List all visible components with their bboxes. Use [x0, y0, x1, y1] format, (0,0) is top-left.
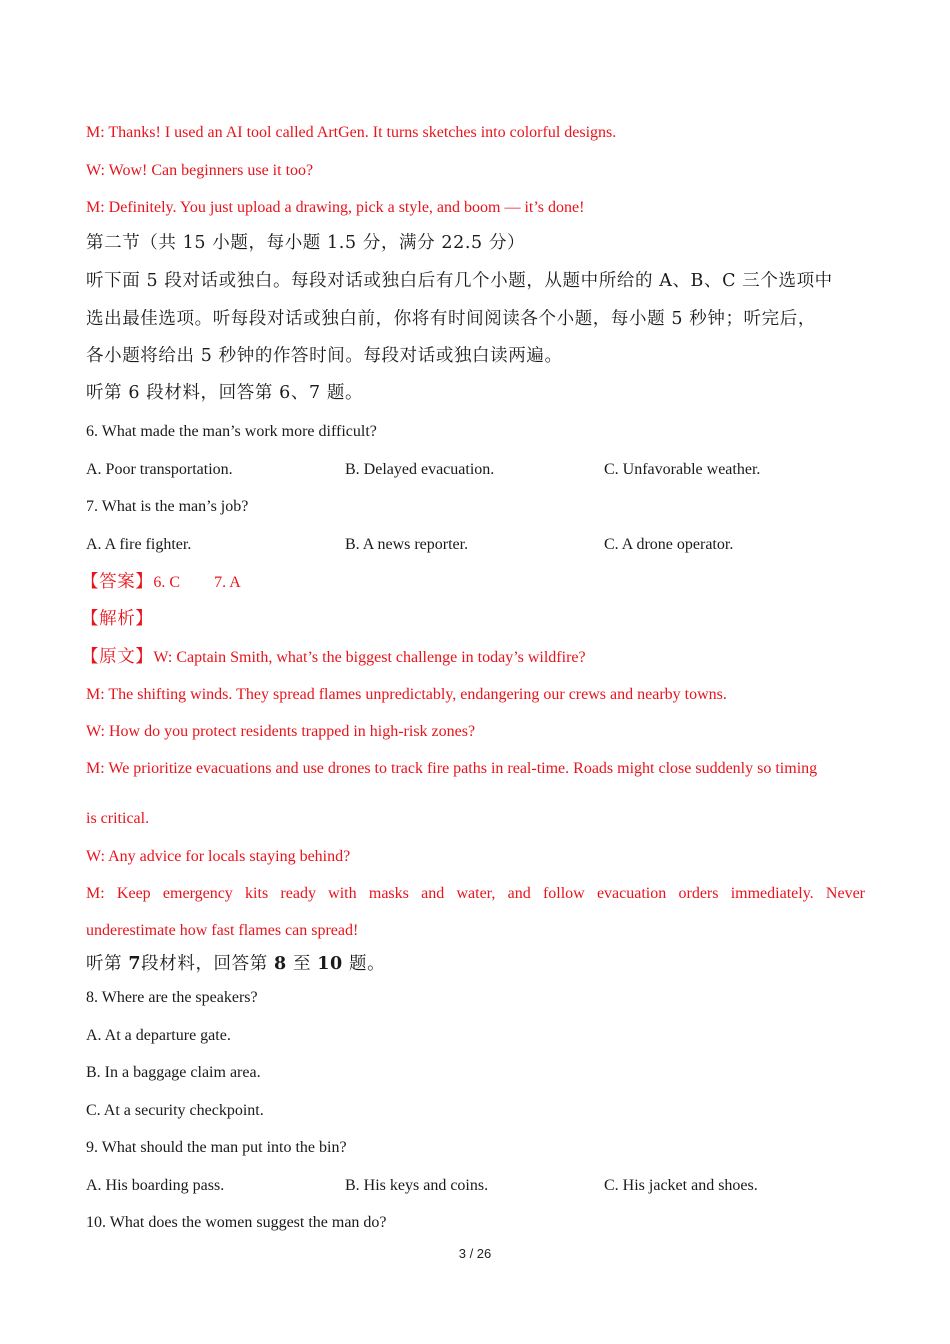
heading-text: 至 [292, 954, 312, 974]
heading-text: 听第 [86, 954, 123, 974]
option-b: B. Delayed evacuation. [345, 461, 495, 478]
transcript-text: W: Captain Smith, what’s the biggest challenge in today’s wildfire? [153, 649, 586, 666]
option-a: A. Poor transportation. [86, 461, 233, 478]
page-number: 3 / 26 [458, 1246, 492, 1261]
question-stem: 10. What does the women suggest the man do? [86, 1214, 387, 1231]
option-b: B. His keys and coins. [345, 1177, 489, 1194]
answer-label: 【答案】 [81, 572, 154, 592]
option-a: A. A fire fighter. [86, 536, 192, 553]
option-c: C. His jacket and shoes. [604, 1177, 758, 1194]
original-label: 【原文】 [81, 647, 154, 667]
question-stem: 7. What is the man’s job? [86, 498, 249, 515]
answer-q7: 7. A [214, 574, 241, 591]
dialog-line: M: Definitely. You just upload a drawing, pick a style, and boom — it’s done! [86, 199, 585, 216]
answer-line [81, 572, 241, 593]
option-c: C. A drone operator. [604, 536, 734, 553]
option-c: C. Unfavorable weather. [604, 461, 761, 478]
instructions-line: 听下面 5 段对话或独白。每段对话或独白后有几个小题，从题中所给的 A、B、C 三个选项中 [86, 271, 833, 291]
option-a: A. At a departure gate. [86, 1027, 231, 1044]
heading-number: 7 [128, 954, 142, 974]
transcript-line: M: We prioritize evacuations and use drones to track fire paths in real-time. Roads might close suddenly so timing [86, 760, 818, 777]
material-heading: 听第 6 段材料，回答第 6、7 题。 [86, 383, 364, 403]
instructions-line: 各小题将给出 5 秒钟的作答时间。每段对话或独白读两遍。 [86, 346, 563, 366]
answer-q6: 6. C [153, 574, 181, 591]
transcript-line: M: Keep emergency kits ready with masks and water, and follow evacuation orders immediately. Never [86, 885, 865, 902]
transcript-line: underestimate how fast flames can spread! [86, 922, 359, 939]
section-title: 第二节（共 15 小题，每小题 1.5 分，满分 22.5 分） [86, 233, 526, 253]
option-b: B. A news reporter. [345, 536, 469, 553]
transcript-line: M: The shifting winds. They spread flames unpredictably, endangering our crews and nearby towns. [86, 686, 727, 703]
option-c: C. At a security checkpoint. [86, 1102, 264, 1119]
heading-number: 8 [274, 954, 287, 974]
transcript-line [81, 647, 586, 668]
option-b: B. In a baggage claim area. [86, 1064, 261, 1081]
option-a: A. His boarding pass. [86, 1177, 225, 1194]
transcript-line: W: How do you protect residents trapped in high-risk zones? [86, 723, 476, 740]
question-stem: 6. What made the man’s work more difficult? [86, 423, 377, 440]
dialog-line: W: Wow! Can beginners use it too? [86, 162, 314, 179]
instructions-line: 选出最佳选项。听每段对话或独白前，你将有时间阅读各个小题，每小题 5 秒钟；听完后， [86, 309, 816, 329]
material-heading [86, 954, 385, 974]
dialog-line: M: Thanks! I used an AI tool called ArtGen. It turns sketches into colorful designs. [86, 124, 617, 141]
question-stem: 9. What should the man put into the bin? [86, 1139, 347, 1156]
heading-number: 10 [317, 954, 343, 974]
heading-text: 题。 [349, 954, 386, 974]
question-stem: 8. Where are the speakers? [86, 989, 258, 1006]
heading-text: 段材料，回答第 [141, 954, 268, 974]
transcript-line: W: Any advice for locals staying behind? [86, 848, 351, 865]
analysis-label: 【解析】 [81, 609, 154, 629]
transcript-line: is critical. [86, 810, 150, 827]
